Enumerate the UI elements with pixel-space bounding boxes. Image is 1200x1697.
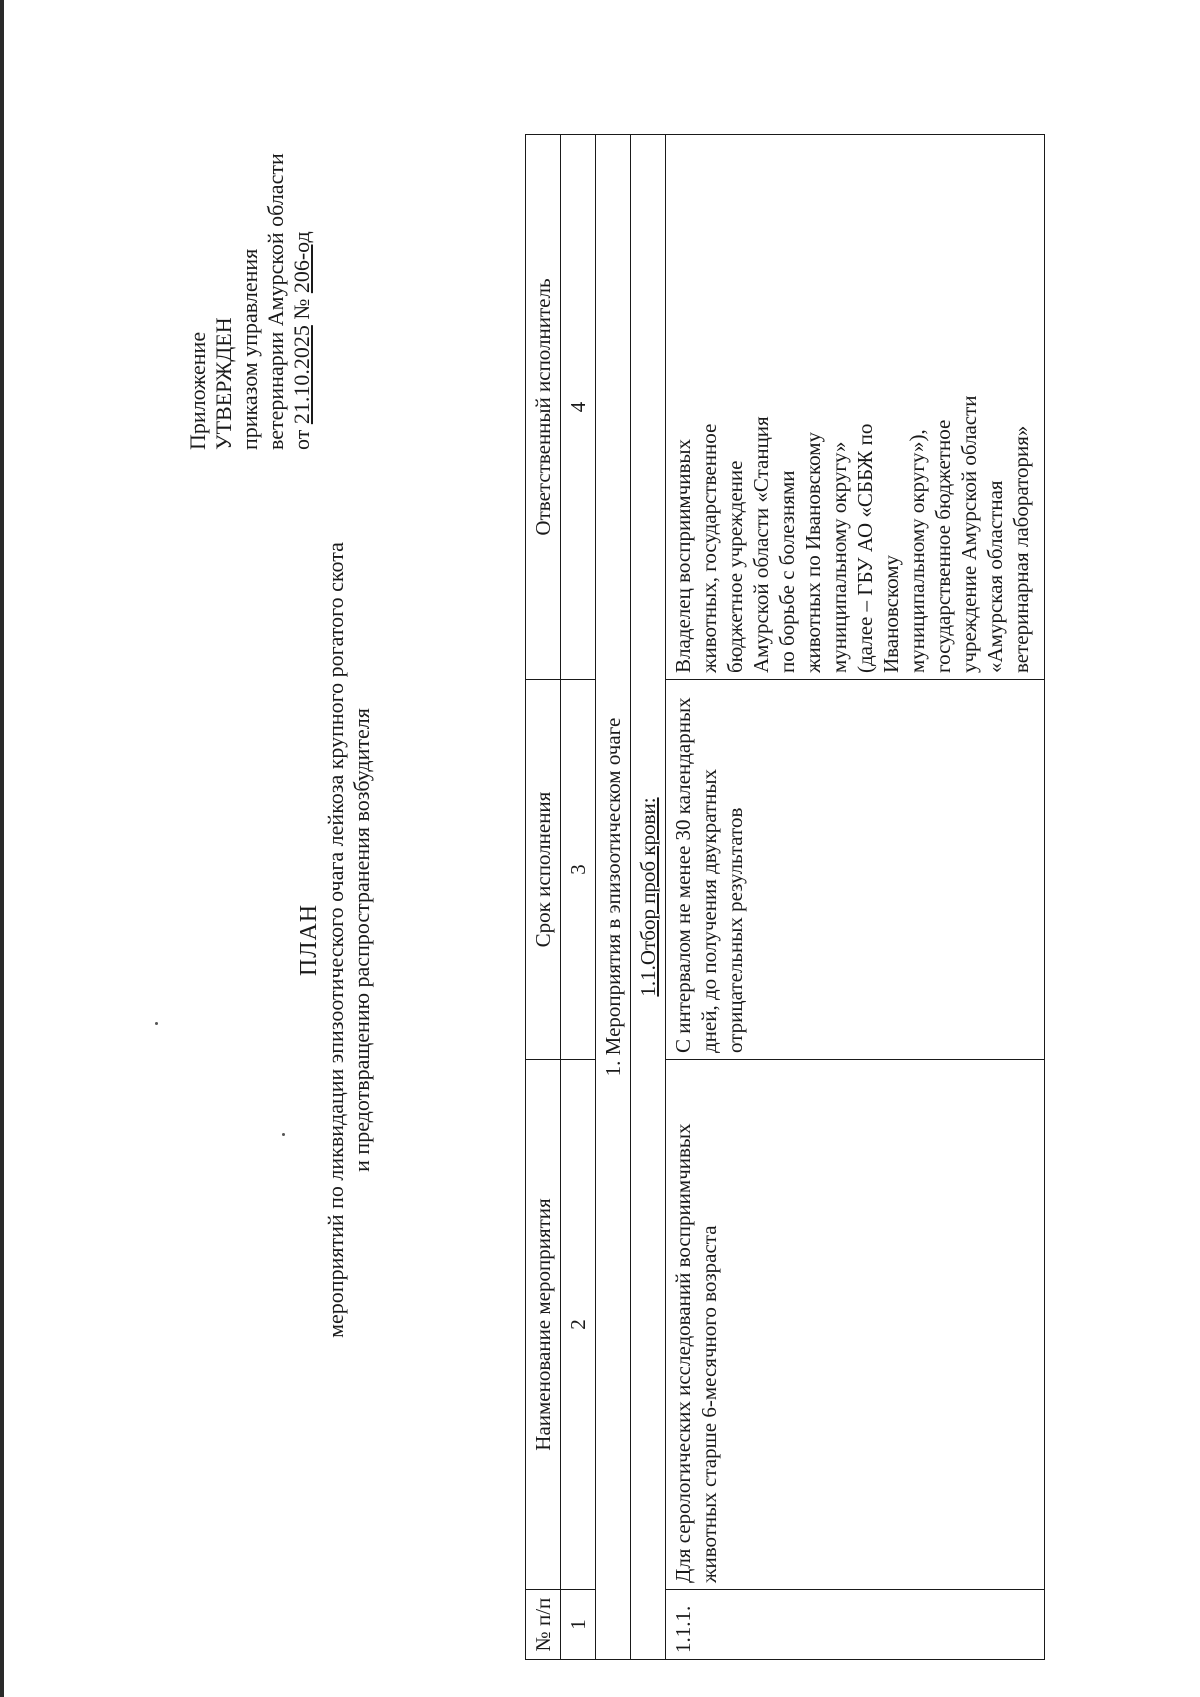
approval-line-authority: ветеринарии Амурской области: [263, 153, 288, 450]
document-title: [295, 340, 375, 1540]
subsection-cell: [631, 135, 666, 1660]
section-title: 1. Мероприятия в эпизоотическом очаге: [596, 135, 631, 1660]
scan-left-edge: [0, 0, 4, 1697]
column-number: 1: [561, 1590, 596, 1660]
header-cell-term: Срок исполнения: [526, 680, 561, 1060]
plan-table: [525, 134, 1045, 1660]
header-cell-number: № п/п: [526, 1590, 561, 1660]
header-cell-name: Наименование мероприятия: [526, 1060, 561, 1590]
section-row: [596, 135, 631, 1660]
rotated-page: [130, 120, 1130, 1660]
row-responsible: Владелец восприимчивых животных, государственное бюджетное учреждение Амурской области «Станция по борьбе с болезнями животных по Ивановскому муниципальному округу» (далее – ГБУ АО «СББЖ по Ивановскому муниципальному округу»), государственное бюджетное учреждение Амурской области «Амурская областная ветеринарная лаборатория»: [666, 135, 1045, 680]
header-cell-responsible: Ответственный исполнитель: [526, 135, 561, 680]
column-number: 2: [561, 1060, 596, 1590]
column-number: 4: [561, 135, 596, 680]
title-subtitle-line2: и предотвращению распространения возбудителя: [349, 708, 374, 1172]
column-number: 3: [561, 680, 596, 1060]
approval-line-order: приказом управления: [237, 248, 262, 450]
approval-line-appendix: Приложение: [185, 331, 210, 450]
table-row: [666, 135, 1045, 1660]
table-header-row: [526, 135, 561, 1660]
title-heading: ПЛАН: [296, 903, 322, 977]
row-activity-name: Для серологических исследований восприимчивых животных старше 6-месячного возраста: [666, 1060, 1045, 1590]
subsection-title: 1.1.Отбор проб крови:: [636, 797, 660, 997]
row-term: С интервалом не менее 30 календарных дней, до получения двукратных отрицательных результатов: [666, 680, 1045, 1060]
approval-line-approved: УТВЕРЖДЕН: [211, 317, 236, 450]
approval-number: 206-од: [289, 231, 314, 294]
subsection-row: [631, 135, 666, 1660]
approval-number-sign: №: [289, 293, 314, 326]
approval-date: 21.10.2025: [289, 325, 314, 425]
column-number-row: [561, 135, 596, 1660]
approval-prefix: от: [289, 424, 314, 450]
row-number: 1.1.1.: [666, 1590, 1045, 1660]
title-subtitle-line1: мероприятий по ликвидации эпизоотического очага лейкоза крупного рогатого скота: [323, 542, 348, 1338]
